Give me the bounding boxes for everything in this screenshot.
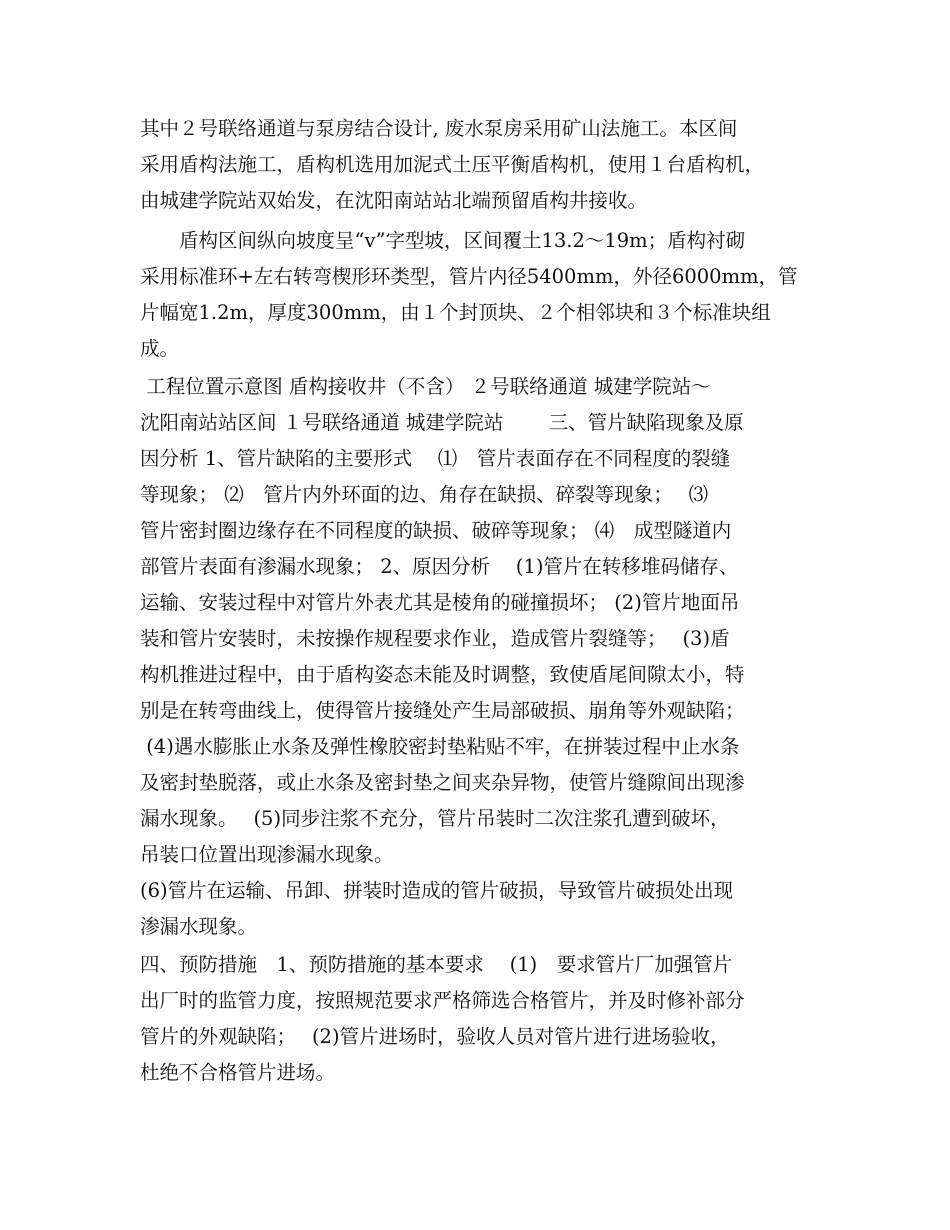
text-line: 渗漏水现象。 xyxy=(140,915,258,938)
text-line: (4)遇水膨胀止水条及弹性橡胶密封垫粘贴不牢，在拼装过程中止水条 xyxy=(140,735,740,758)
text-line: 出厂时的监管力度，按照规范要求严格筛选合格管片，并及时修补部分 xyxy=(140,989,745,1012)
text-line: 管片的外观缺陷； (2)管片进场时，验收人员对管片进行进场验收， xyxy=(140,1025,730,1048)
text-line: 构机推进过程中，由于盾构姿态未能及时调整，致使盾尾间隙太小，特 xyxy=(140,663,745,686)
text-line: 四、预防措施 1、预防措施的基本要求 (1) 要求管片厂加强管片 xyxy=(140,953,733,976)
text-line: 采用盾构法施工，盾构机选用加泥式土压平衡盾构机，使用１台盾构机， xyxy=(140,153,765,176)
text-line: 管片密封圈边缘存在不同程度的缺损、破碎等现象； ⑷ 成型隧道内 xyxy=(140,519,732,542)
text-line: 吊装口位置出现渗漏水现象。 xyxy=(140,843,394,866)
text-line: 漏水现象。 (5)同步注浆不充分，管片吊装时二次注浆孔遭到破坏， xyxy=(140,807,730,830)
text-line: 别是在转弯曲线上，使得管片接缝处产生局部破损、崩角等外观缺陷； xyxy=(140,699,745,722)
text-line: (6)管片在运输、吊卸、拼装时造成的管片破损，导致管片破损处出现 xyxy=(140,879,734,902)
text-line: 成。 xyxy=(140,337,180,360)
text-line: 其中２号联络通道与泵房结合设计, 废水泵房采用矿山法施工。本区间 xyxy=(140,117,738,140)
text-line: 及密封垫脱落，或止水条及密封垫之间夹杂异物，使管片缝隙间出现渗 xyxy=(140,771,745,794)
text-line: 装和管片安装时，未按操作规程要求作业，造成管片裂缝等； (3)盾 xyxy=(140,627,730,650)
text-line: 沈阳南站站区间 １号联络通道 城建学院站 三、管片缺陷现象及原 xyxy=(140,411,744,434)
text-line: 杜绝不合格管片进场。 xyxy=(140,1061,336,1084)
text-line: 工程位置示意图 盾构接收井（不含） ２号联络通道 城建学院站～ xyxy=(140,375,711,398)
text-line: 采用标准环+左右转弯楔形环类型，管片内径5400mm，外径6000mm，管 xyxy=(140,265,798,288)
text-line: 片幅宽1.2m，厚度300mm，由１个封顶块、２个相邻块和３个标准块组 xyxy=(140,301,771,324)
text-line: 由城建学院站双始发，在沈阳南站站北端预留盾构井接收。 xyxy=(140,189,648,212)
text-line: 盾构区间纵向坡度呈“v”字型坡，区间覆土13.2～19m；盾构衬砌 xyxy=(140,229,746,252)
text-line: 部管片表面有渗漏水现象； 2、原因分析 (1)管片在转移堆码储存、 xyxy=(140,555,739,578)
text-line: 等现象； ⑵ 管片内外环面的边、角存在缺损、碎裂等现象； ⑶ xyxy=(140,483,709,506)
text-line: 因分析 1、管片缺陷的主要形式 ⑴ 管片表面存在不同程度的裂缝 xyxy=(140,447,731,470)
text-line: 运输、安装过程中对管片外表尤其是棱角的碰撞损坏； (2)管片地面吊 xyxy=(140,591,740,614)
